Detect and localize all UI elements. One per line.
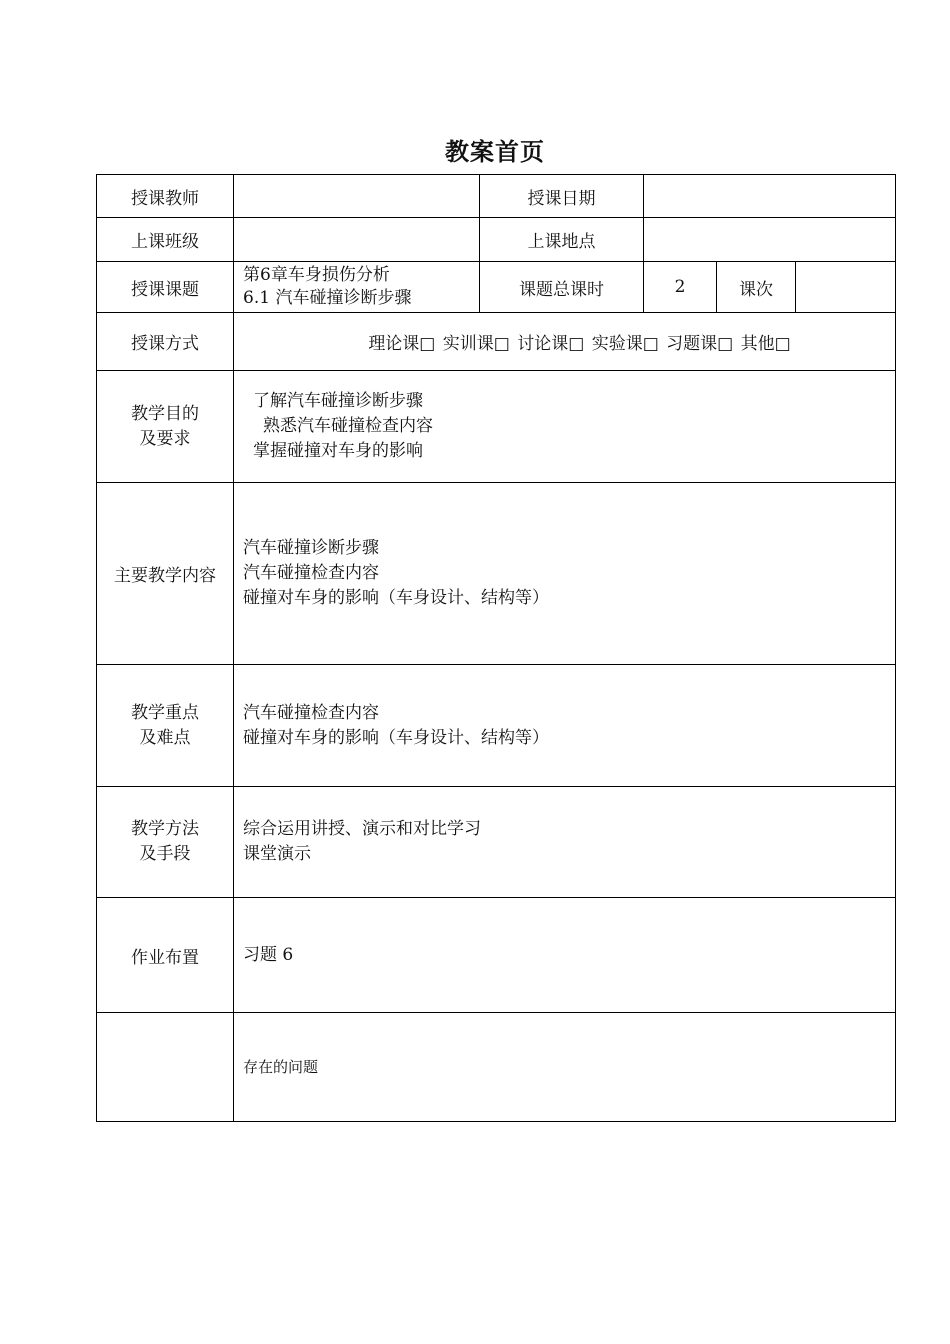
row-key-points xyxy=(97,665,896,787)
content-item: 汽车碰撞诊断步骤 xyxy=(243,538,379,558)
goal-item: 熟悉汽车碰撞检查内容 xyxy=(263,416,433,436)
row-content xyxy=(97,483,896,665)
mode-label: 授课方式 xyxy=(97,313,234,371)
class-label: 上课班级 xyxy=(97,218,234,262)
goals-label-line-2: 及要求 xyxy=(139,428,191,449)
issues-value: 存在的问题 xyxy=(234,1013,896,1122)
key-label-line-1: 教学重点 xyxy=(131,702,199,723)
teacher-field[interactable] xyxy=(234,175,480,218)
teacher-label: 授课教师 xyxy=(97,175,234,218)
method-item: 课堂演示 xyxy=(243,844,311,864)
goals-label xyxy=(97,371,234,483)
key-label xyxy=(97,665,234,787)
row-teacher xyxy=(97,175,896,218)
content-label: 主要教学内容 xyxy=(97,483,234,665)
hours-label: 课题总课时 xyxy=(480,262,644,313)
content-item: 汽车碰撞检查内容 xyxy=(243,563,379,583)
homework-value: 习题 6 xyxy=(234,898,896,1013)
key-list xyxy=(234,665,896,787)
key-label-line-2: 及难点 xyxy=(139,727,191,748)
mode-options[interactable]: 理论课□ 实训课□ 讨论课□ 实验课□ 习题课□ 其他□ xyxy=(234,313,896,371)
row-mode xyxy=(97,313,896,371)
location-label: 上课地点 xyxy=(480,218,644,262)
row-issues xyxy=(97,1013,896,1122)
date-label: 授课日期 xyxy=(480,175,644,218)
topic-line-2: 6.1 汽车碰撞诊断步骤 xyxy=(243,288,412,308)
content-item: 碰撞对车身的影响（车身设计、结构等） xyxy=(243,588,549,608)
row-class xyxy=(97,218,896,262)
topic-label: 授课课题 xyxy=(97,262,234,313)
session-field[interactable] xyxy=(796,262,896,313)
key-item: 碰撞对车身的影响（车身设计、结构等） xyxy=(243,727,549,748)
method-list xyxy=(234,787,896,898)
goal-item: 了解汽车碰撞诊断步骤 xyxy=(253,391,423,411)
row-goals xyxy=(97,371,896,483)
method-label-line-1: 教学方法 xyxy=(131,819,199,839)
class-field[interactable] xyxy=(234,218,480,262)
page-title: 教案首页 xyxy=(445,137,545,166)
goals-label-line-1: 教学目的 xyxy=(131,403,199,424)
method-item: 综合运用讲授、演示和对比学习 xyxy=(243,819,481,839)
session-label: 课次 xyxy=(717,262,796,313)
content-list xyxy=(234,483,896,665)
key-item: 汽车碰撞检查内容 xyxy=(243,702,379,723)
issues-label xyxy=(97,1013,234,1122)
goal-item: 掌握碰撞对车身的影响 xyxy=(253,441,423,461)
row-topic xyxy=(97,262,896,313)
topic-line-1: 第6章车身损伤分析 xyxy=(243,265,390,285)
location-field[interactable] xyxy=(644,218,896,262)
topic-field xyxy=(234,262,480,313)
lesson-plan-table xyxy=(96,174,896,1122)
row-homework xyxy=(97,898,896,1013)
row-methods xyxy=(97,787,896,898)
homework-label: 作业布置 xyxy=(97,898,234,1013)
method-label-line-2: 及手段 xyxy=(139,844,191,864)
hours-value: 2 xyxy=(644,262,717,313)
date-field[interactable] xyxy=(644,175,896,218)
goals-content xyxy=(234,371,896,483)
method-label xyxy=(97,787,234,898)
